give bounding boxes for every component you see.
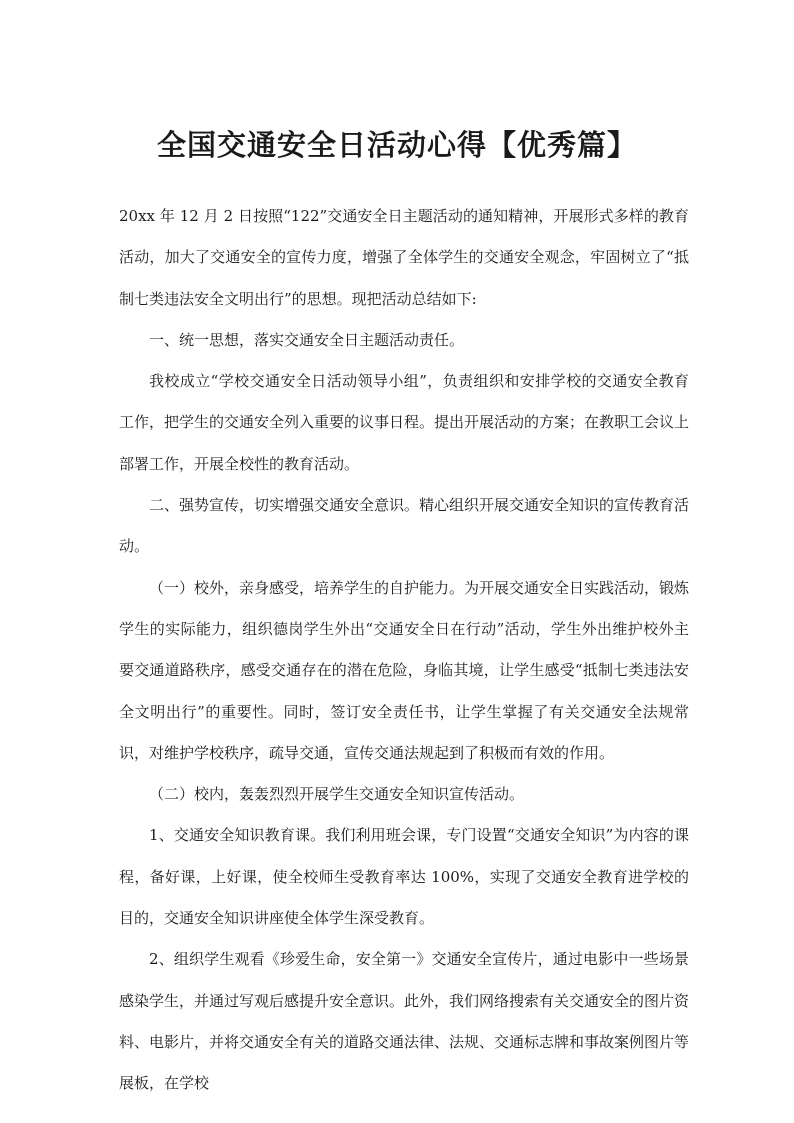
paragraph-intro: 20xx 年 12 月 2 日按照“122”交通安全日主题活动的通知精神，开展形式多样的教育活动，加大了交通安全的宣传力度，增强了全体学生的交通安全观念，牢固树立了“抵制七类违法安全文明出行”的思想。现把活动总结如下: [119, 207, 689, 308]
paragraph-section-2-heading: 二、强势宣传，切实增强交通安全意识。精心组织开展交通安全知识的宣传教育活动。 [119, 496, 690, 556]
paragraph-item-2: 2、组织学生观看《珍爱生命，安全第一》交通安全宣传片，通过电影中一些场景感染学生，并通过写观后感提升安全意识。此外，我们网络搜索有关交通安全的图片资料、电影片，并将交通安全有关的道路交通法律、法规、交通标志牌和事故案例图片等展板，在学校 [119, 950, 690, 1093]
paragraph-outside-school: （一）校外，亲身感受，培养学生的自护能力。为开展交通安全日实践活动，锻炼学生的实际能力，组织德岗学生外出“交通安全日在行动”活动，学生外出维护校外主要交通道路秩序，感受交通存在的潜在危险，身临其境，让学生感受“抵制七类违法安全文明出行”的重要性。同时，签订安全责任书，让学生掌握了有关交通安全法规常识，对维护学校秩序，疏导交通，宣传交通法规起到了积极而有效的作用。 [119, 578, 690, 762]
paragraph-item-1: 1、交通安全知识教育课。我们利用班会课，专门设置“交通安全知识”为内容的课程，备好课，上好课，使全校师生受教育率达 100%，实现了交通安全教育进学校的目的，交通安全知识讲座使全体学生深受教育。 [119, 826, 689, 928]
document-title: 全国交通安全日活动心得【优秀篇】 [156, 128, 637, 162]
paragraph-inside-school-heading: （二）校内，轰轰烈烈开展学生交通安全知识宣传活动。 [149, 785, 525, 804]
paragraph-section-1-heading: 一、统一思想，落实交通安全日主题活动责任。 [149, 330, 465, 349]
document-body [119, 196, 689, 1105]
paragraph-section-1-body: 我校成立“学校交通安全日活动领导小组”，负责组织和安排学校的交通安全教育工作，把学生的交通安全列入重要的议事日程。提出开展活动的方案；在教职工会议上部署工作，开展全校性的教育活动。 [119, 372, 690, 473]
